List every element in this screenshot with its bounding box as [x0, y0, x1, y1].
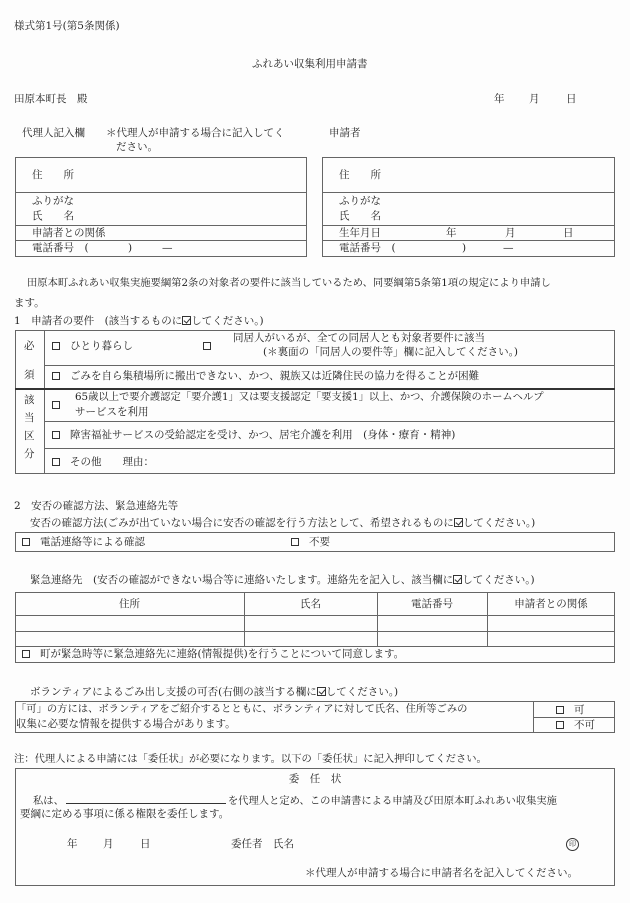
section2-heading: 2 安否の確認方法、緊急連絡先等 [14, 500, 179, 512]
birth-day-label: 日 [563, 227, 574, 239]
checked-box-icon [454, 518, 463, 527]
required-label-2: 須 [24, 369, 35, 381]
col-relation: 申請者との関係 [514, 598, 588, 610]
checkbox[interactable] [22, 650, 30, 658]
checkbox[interactable] [52, 431, 60, 439]
checkbox[interactable] [22, 538, 30, 546]
intro-text: 田原本町ふれあい収集実施要綱第2条の対象者の要件に該当しているため、同要綱第5条第1項の規定により申請し [27, 277, 551, 289]
volunteer-no-label: 不可 [574, 719, 596, 731]
applicant-phone-dash: — [503, 242, 514, 254]
agent-relation-label[interactable]: 申請者との関係 [32, 227, 106, 239]
emergency-heading-text: 緊急連絡先 (安否の確認ができない場合等に連絡いたします。連絡先を記入し、該当欄に [30, 574, 454, 586]
emergency-row1-address[interactable] [16, 616, 243, 630]
category-label-3: 区 [24, 430, 35, 442]
cohabit-option[interactable] [203, 340, 211, 353]
emergency-heading [30, 574, 535, 587]
carry-label: ごみを自ら集積場所に搬出できない、かつ、親族又は近隣住民の協力を得ることが困難 [70, 370, 480, 382]
carry-option[interactable] [52, 370, 479, 383]
checkbox[interactable] [556, 706, 564, 714]
agent-phone-label[interactable]: 電話番号 ( [32, 242, 89, 254]
birth-year-label: 年 [446, 227, 457, 239]
page-title: ふれあい収集利用申請書 [252, 58, 368, 70]
confirm-phone-option[interactable] [22, 536, 145, 549]
checkbox[interactable] [52, 342, 60, 350]
agent-name-label[interactable]: 氏 名 [32, 210, 74, 222]
proxy-note: 注：代理人による申請には「委任状」が必要になります。以下の「委任状」に記入押印してください。 [14, 753, 487, 765]
emergency-row2-phone[interactable] [378, 632, 486, 645]
proxy-footnote: ＊代理人が申請する場合に申請者名を記入してください。 [305, 867, 578, 879]
section1-heading [14, 315, 264, 328]
proxy-body-rest: を代理人と定め、この申請書による申請及び田原本町ふれあい収集実施 [227, 795, 557, 807]
emergency-row2-name[interactable] [245, 632, 376, 645]
volunteer-text-cont: 収集に必要な情報を提供する場合があります。 [16, 718, 236, 730]
agent-address-label[interactable]: 住 所 [32, 169, 74, 181]
volunteer-yes-label: 可 [574, 704, 585, 716]
checkbox[interactable] [52, 372, 60, 380]
proxy-body-prefix: 私は、 [33, 795, 64, 807]
category-label-1: 該 [24, 394, 35, 406]
care-option[interactable] [52, 399, 60, 412]
section1-heading-text: 1 申請者の要件 (該当するものに [14, 315, 183, 327]
other-label: その他 理由： [70, 456, 155, 468]
care-label: 65歳以上で要介護認定「要介護1」又は要支援認定「要支援1」以上、かつ、介護保険のホームヘルプ [75, 391, 544, 403]
confirm-heading-tail: してください。) [462, 517, 536, 529]
emergency-row2-address[interactable] [16, 632, 243, 645]
emergency-row2-relation[interactable] [488, 632, 614, 645]
confirm-heading [30, 517, 535, 530]
agent-note: ＊代理人が申請する場合に記入してく [106, 127, 285, 139]
category-label-2: 当 [24, 412, 35, 424]
proxy-title: 委 任 状 [288, 773, 342, 785]
date-year-label: 年 [494, 93, 505, 105]
addressee: 田原本町長 殿 [14, 93, 88, 105]
consent-option[interactable] [22, 648, 404, 661]
birth-month-label: 月 [505, 227, 516, 239]
checkbox[interactable] [52, 458, 60, 466]
alone-label: ひとり暮らし [70, 340, 134, 352]
agent-heading: 代理人記入欄 [22, 127, 85, 139]
col-name: 氏名 [300, 598, 321, 610]
proxy-body [33, 792, 557, 807]
checkbox[interactable] [203, 342, 211, 350]
delegator-name-label: 委任者 氏名 [231, 838, 294, 850]
seal-icon: 印 [566, 838, 579, 851]
confirm-heading-text: 安否の確認方法(ごみが出ていない場合に安否の確認を行う方法として、希望されるものに [30, 517, 454, 529]
emergency-heading-tail: してください。) [462, 574, 535, 586]
applicant-phone-label[interactable]: 電話番号 ( [339, 242, 396, 254]
alone-option[interactable] [52, 340, 133, 353]
applicant-furigana-label[interactable]: ふりがな [339, 195, 381, 207]
seal-mark [566, 837, 579, 851]
emergency-row1-relation[interactable] [488, 616, 614, 630]
proxy-agent-field[interactable] [66, 792, 226, 804]
applicant-heading: 申請者 [329, 127, 361, 139]
date-month-label: 月 [529, 93, 540, 105]
volunteer-heading-text: ボランティアによるごみ出し支援の可否(右側の該当する欄に [30, 686, 317, 698]
checkbox[interactable] [52, 401, 60, 409]
intro-text-cont: ます。 [14, 297, 45, 309]
proxy-body-cont: 要綱に定める事項に係る権限を委任します。 [20, 808, 230, 820]
consent-label: 町が緊急時等に緊急連絡先に連絡(情報提供)を行うことについて同意します。 [40, 648, 405, 660]
care-label-cont: サービスを利用 [75, 406, 149, 418]
volunteer-heading [30, 686, 398, 699]
agent-phone-close: ) [128, 242, 133, 254]
checkbox[interactable] [556, 721, 564, 729]
checked-box-icon [182, 316, 191, 325]
checked-box-icon [317, 687, 326, 696]
agent-phone-dash: — [162, 242, 173, 254]
proxy-year-label: 年 [67, 838, 78, 850]
section1-heading-tail: してください。) [191, 315, 264, 327]
applicant-phone-close: ) [462, 242, 467, 254]
date-day-label: 日 [566, 93, 577, 105]
cohabit-label: 同居人がいるが、全ての同居人とも対象者要件に該当 [233, 332, 485, 344]
delegator-name-field[interactable] [294, 836, 554, 850]
volunteer-no-option[interactable] [556, 719, 595, 732]
category-label-4: 分 [24, 448, 35, 460]
form-number: 様式第1号(第5条関係) [14, 20, 120, 32]
proxy-month-label: 月 [103, 838, 114, 850]
cohabit-note: (＊裏面の「同居人の要件等」欄に記入してください。) [263, 346, 518, 358]
confirm-none-label: 不要 [309, 536, 331, 548]
proxy-day-label: 日 [140, 838, 151, 850]
col-address: 住所 [119, 598, 140, 610]
volunteer-heading-tail: してください。) [325, 686, 399, 698]
required-label-1: 必 [24, 340, 35, 352]
emergency-row1-name[interactable] [245, 616, 376, 630]
applicant-birthdate-label[interactable]: 生年月日 [339, 227, 381, 239]
checkbox[interactable] [291, 538, 299, 546]
checked-box-icon [453, 575, 462, 584]
confirm-none-option[interactable] [291, 536, 330, 549]
confirm-phone-label: 電話連絡等による確認 [40, 536, 146, 548]
agent-furigana-label[interactable]: ふりがな [32, 195, 74, 207]
other-option[interactable] [52, 456, 154, 469]
disability-label: 障害福祉サービスの受給認定を受け、かつ、居宅介護を利用 (身体・療育・精神) [70, 429, 456, 441]
col-phone: 電話番号 [411, 598, 453, 610]
volunteer-yes-option[interactable] [556, 704, 585, 717]
applicant-name-label[interactable]: 氏 名 [339, 210, 381, 222]
volunteer-text: 「可」の方には、ボランティアをご紹介するとともに、ボランティアに対して氏名、住所等ごみの [16, 703, 468, 715]
emergency-row1-phone[interactable] [378, 616, 486, 630]
disability-option[interactable] [52, 429, 455, 442]
agent-note-cont: ださい。 [116, 141, 158, 153]
applicant-address-label[interactable]: 住 所 [339, 169, 381, 181]
